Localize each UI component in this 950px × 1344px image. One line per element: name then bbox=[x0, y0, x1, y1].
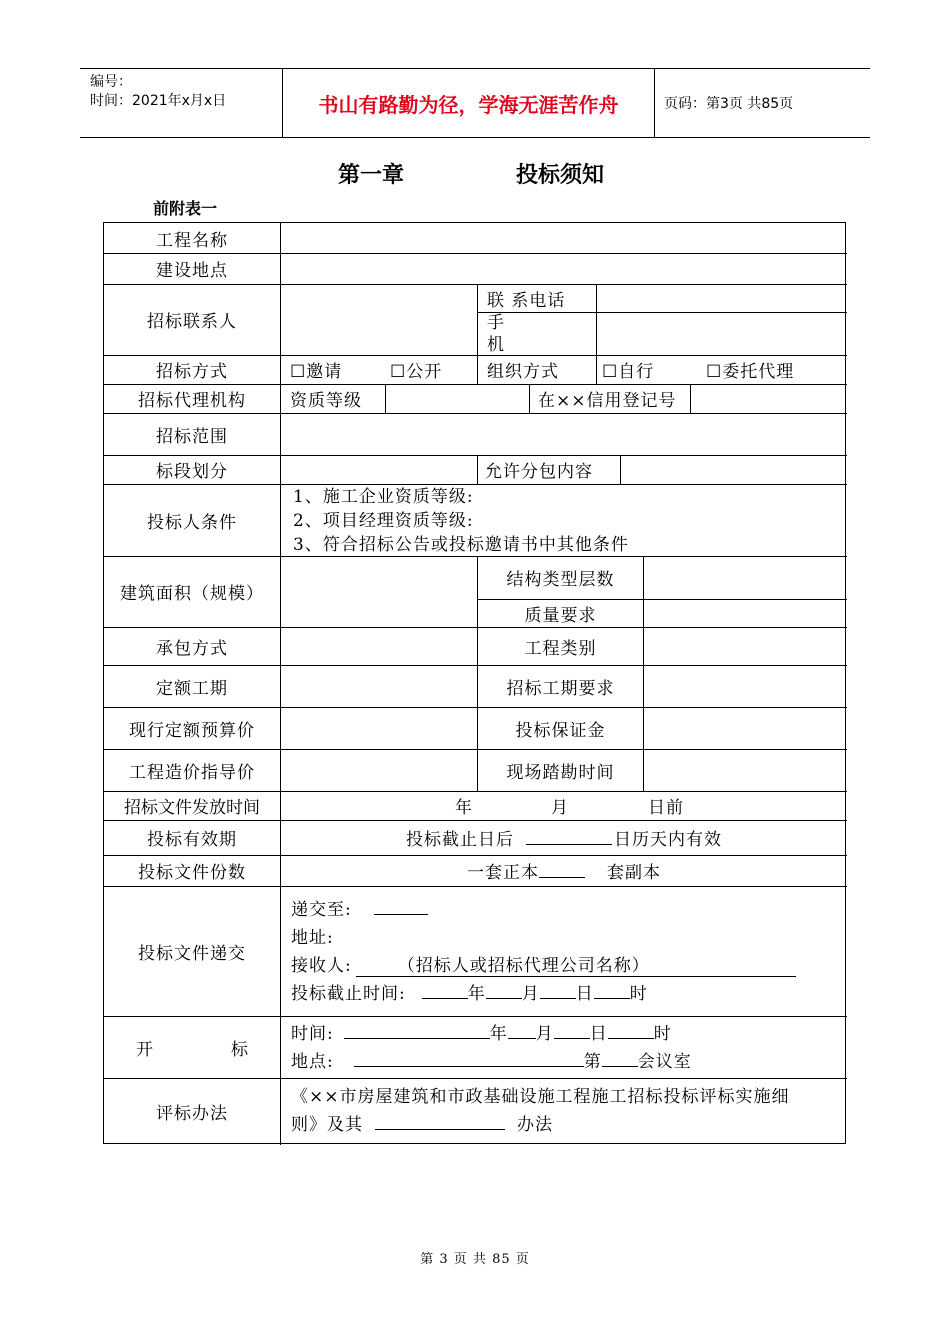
room-prefix: 第 bbox=[583, 1052, 602, 1072]
label-copies: 投标文件份数 bbox=[138, 863, 246, 883]
label-contract-mode: 承包方式 bbox=[156, 638, 228, 659]
open-hour-label: 时 bbox=[653, 1024, 672, 1044]
label-credit-reg: 在××信用登记号 bbox=[538, 391, 677, 411]
page-footer bbox=[0, 1248, 950, 1267]
room-suffix: 会议室 bbox=[637, 1052, 692, 1072]
label-bid-bond: 投标保证金 bbox=[515, 720, 606, 741]
checkbox-invite[interactable]: ☐邀请 bbox=[290, 362, 343, 382]
label-org-method: 组织方式 bbox=[487, 362, 559, 382]
address-label: 地址: bbox=[291, 928, 334, 948]
bid-form-table bbox=[103, 222, 846, 1144]
field-area[interactable] bbox=[281, 556, 477, 627]
opening-details bbox=[291, 1020, 841, 1076]
condition-item: 1、施工企业资质等级: bbox=[293, 487, 474, 507]
field-contact[interactable] bbox=[281, 284, 477, 355]
field-build-site[interactable] bbox=[281, 253, 847, 284]
field-site-visit[interactable] bbox=[644, 749, 847, 791]
label-sections: 标段划分 bbox=[156, 462, 228, 482]
receiver-note: （招标人或招标代理公司名称） bbox=[397, 956, 650, 976]
label-eval: 评标办法 bbox=[156, 1104, 228, 1124]
deadline-year-label: 年 bbox=[467, 984, 486, 1004]
field-guide-price[interactable] bbox=[281, 749, 477, 791]
copies-prefix: 一套正本 bbox=[467, 863, 539, 883]
copies-suffix: 套副本 bbox=[607, 863, 661, 883]
field-receiver[interactable] bbox=[356, 956, 796, 977]
label-mobile-line1: 手 bbox=[487, 313, 504, 333]
field-deadline-year[interactable] bbox=[422, 984, 468, 999]
field-open-day[interactable] bbox=[554, 1024, 590, 1039]
open-month-label: 月 bbox=[535, 1024, 554, 1044]
validity-prefix: 投标截止日后 bbox=[406, 830, 514, 850]
field-budget[interactable] bbox=[281, 707, 477, 749]
field-deadline-day[interactable] bbox=[540, 984, 576, 999]
header-motto: 书山有路勤为径，学海无涯苦作舟 bbox=[282, 69, 655, 137]
label-budget: 现行定额预算价 bbox=[129, 720, 255, 741]
label-validity: 投标有效期 bbox=[147, 830, 237, 850]
issue-day-label: 日前 bbox=[648, 798, 684, 818]
checkbox-entrust[interactable]: ☐委托代理 bbox=[706, 362, 795, 382]
label-contact: 招标联系人 bbox=[147, 312, 237, 332]
footer-prefix: 第 bbox=[420, 1252, 435, 1267]
field-sections[interactable] bbox=[281, 455, 477, 484]
table-subtitle: 前附表一 bbox=[153, 199, 218, 218]
submit-to-label: 递交至: bbox=[291, 900, 352, 920]
receiver-label: 接收人: bbox=[291, 956, 352, 976]
label-project-name: 工程名称 bbox=[156, 230, 228, 251]
label-project-type: 工程类别 bbox=[524, 638, 597, 659]
eval-text-line1: 《××市房屋建筑和市政基础设施工程施工招标投标评标实施细 bbox=[291, 1087, 790, 1107]
bidder-conditions-list bbox=[281, 485, 841, 555]
open-year-label: 年 bbox=[489, 1024, 508, 1044]
footer-middle: 页 共 bbox=[453, 1252, 487, 1267]
deadline-day-label: 日 bbox=[575, 984, 594, 1004]
field-deadline-month[interactable] bbox=[486, 984, 522, 999]
field-credit-reg[interactable] bbox=[691, 384, 847, 413]
doc-number-label: 编号： bbox=[90, 74, 132, 90]
label-mobile-line2: 机 bbox=[487, 335, 504, 355]
label-submit: 投标文件递交 bbox=[138, 943, 246, 964]
label-phone: 联 系电话 bbox=[487, 290, 566, 311]
condition-item: 2、项目经理资质等级: bbox=[293, 511, 474, 531]
field-eval-method[interactable] bbox=[375, 1115, 505, 1130]
deadline-label: 投标截止时间: bbox=[291, 984, 406, 1004]
eval-text-line2: 则》及其 bbox=[291, 1115, 363, 1135]
field-quality[interactable] bbox=[644, 599, 847, 627]
deadline-hour-label: 时 bbox=[629, 984, 648, 1004]
label-required-period: 招标工期要求 bbox=[506, 678, 615, 699]
field-structure[interactable] bbox=[644, 556, 847, 599]
validity-line bbox=[281, 820, 847, 855]
field-phone[interactable] bbox=[597, 284, 847, 312]
label-bidder-cond: 投标人条件 bbox=[147, 512, 237, 533]
time-label: 时间：2021年x月x日 bbox=[90, 93, 227, 109]
label-quality: 质量要求 bbox=[524, 605, 597, 626]
submit-details bbox=[291, 896, 841, 1008]
eval-details bbox=[291, 1083, 841, 1139]
field-contract-mode[interactable] bbox=[281, 627, 477, 665]
eval-text-line3: 办法 bbox=[517, 1115, 553, 1135]
field-project-type[interactable] bbox=[644, 627, 847, 665]
opening-char-2: 标 bbox=[231, 1039, 249, 1060]
field-validity-days[interactable] bbox=[526, 830, 612, 845]
field-quota-period[interactable] bbox=[281, 665, 477, 707]
label-guide-price: 工程造价指导价 bbox=[129, 762, 255, 783]
label-quota-period: 定额工期 bbox=[156, 678, 228, 699]
open-day-label: 日 bbox=[589, 1024, 608, 1044]
header-meta bbox=[80, 69, 281, 137]
field-submit-to[interactable] bbox=[374, 900, 428, 915]
issue-month-label: 月 bbox=[551, 798, 569, 818]
label-mobile bbox=[487, 312, 517, 355]
label-method: 招标方式 bbox=[156, 362, 228, 382]
checkbox-self[interactable]: ☐自行 bbox=[602, 362, 655, 382]
deadline-month-label: 月 bbox=[521, 984, 540, 1004]
field-bid-bond[interactable] bbox=[644, 707, 847, 749]
label-qualification: 资质等级 bbox=[290, 391, 362, 411]
field-open-place[interactable] bbox=[354, 1052, 584, 1067]
checkbox-open[interactable]: ☐公开 bbox=[390, 362, 443, 382]
footer-page-number: 3 bbox=[439, 1252, 449, 1267]
condition-item: 3、符合招标公告或投标邀请书中其他条件 bbox=[293, 535, 629, 555]
field-mobile[interactable] bbox=[597, 312, 847, 355]
field-project-name[interactable] bbox=[281, 223, 847, 253]
footer-suffix: 页 bbox=[515, 1252, 530, 1267]
field-open-year[interactable] bbox=[344, 1024, 490, 1039]
label-build-site: 建设地点 bbox=[156, 261, 228, 281]
chapter-number: 第一章 bbox=[338, 163, 405, 188]
field-scope[interactable] bbox=[281, 413, 847, 455]
field-required-period[interactable] bbox=[644, 665, 847, 707]
label-scope: 招标范围 bbox=[156, 426, 228, 447]
chapter-name: 投标须知 bbox=[516, 163, 605, 188]
label-subcontract: 允许分包内容 bbox=[485, 462, 593, 482]
field-qualification[interactable] bbox=[386, 384, 529, 413]
field-open-month[interactable] bbox=[508, 1024, 536, 1039]
field-subcontract[interactable] bbox=[621, 455, 847, 484]
copies-line bbox=[281, 855, 847, 886]
page-header bbox=[80, 68, 870, 138]
opening-char-1: 开 bbox=[136, 1039, 154, 1060]
label-opening bbox=[104, 1016, 280, 1078]
open-time-label: 时间: bbox=[291, 1024, 334, 1044]
header-page-info: 页码：第3页 共85页 bbox=[664, 96, 794, 112]
label-site-visit: 现场踏勘时间 bbox=[506, 762, 615, 783]
field-copies-count[interactable] bbox=[539, 863, 585, 878]
field-open-hour[interactable] bbox=[608, 1024, 654, 1039]
field-deadline-hour[interactable] bbox=[594, 984, 630, 999]
footer-total-pages: 85 bbox=[492, 1252, 511, 1267]
open-place-label: 地点: bbox=[291, 1052, 334, 1072]
label-area: 建筑面积（规模） bbox=[120, 584, 264, 604]
label-issue-time: 招标文件发放时间 bbox=[124, 798, 260, 818]
label-agency: 招标代理机构 bbox=[138, 391, 246, 411]
validity-suffix: 日历天内有效 bbox=[614, 830, 722, 850]
field-room-number[interactable] bbox=[602, 1052, 638, 1067]
issue-year-label: 年 bbox=[455, 798, 473, 818]
label-structure: 结构类型层数 bbox=[506, 570, 615, 590]
